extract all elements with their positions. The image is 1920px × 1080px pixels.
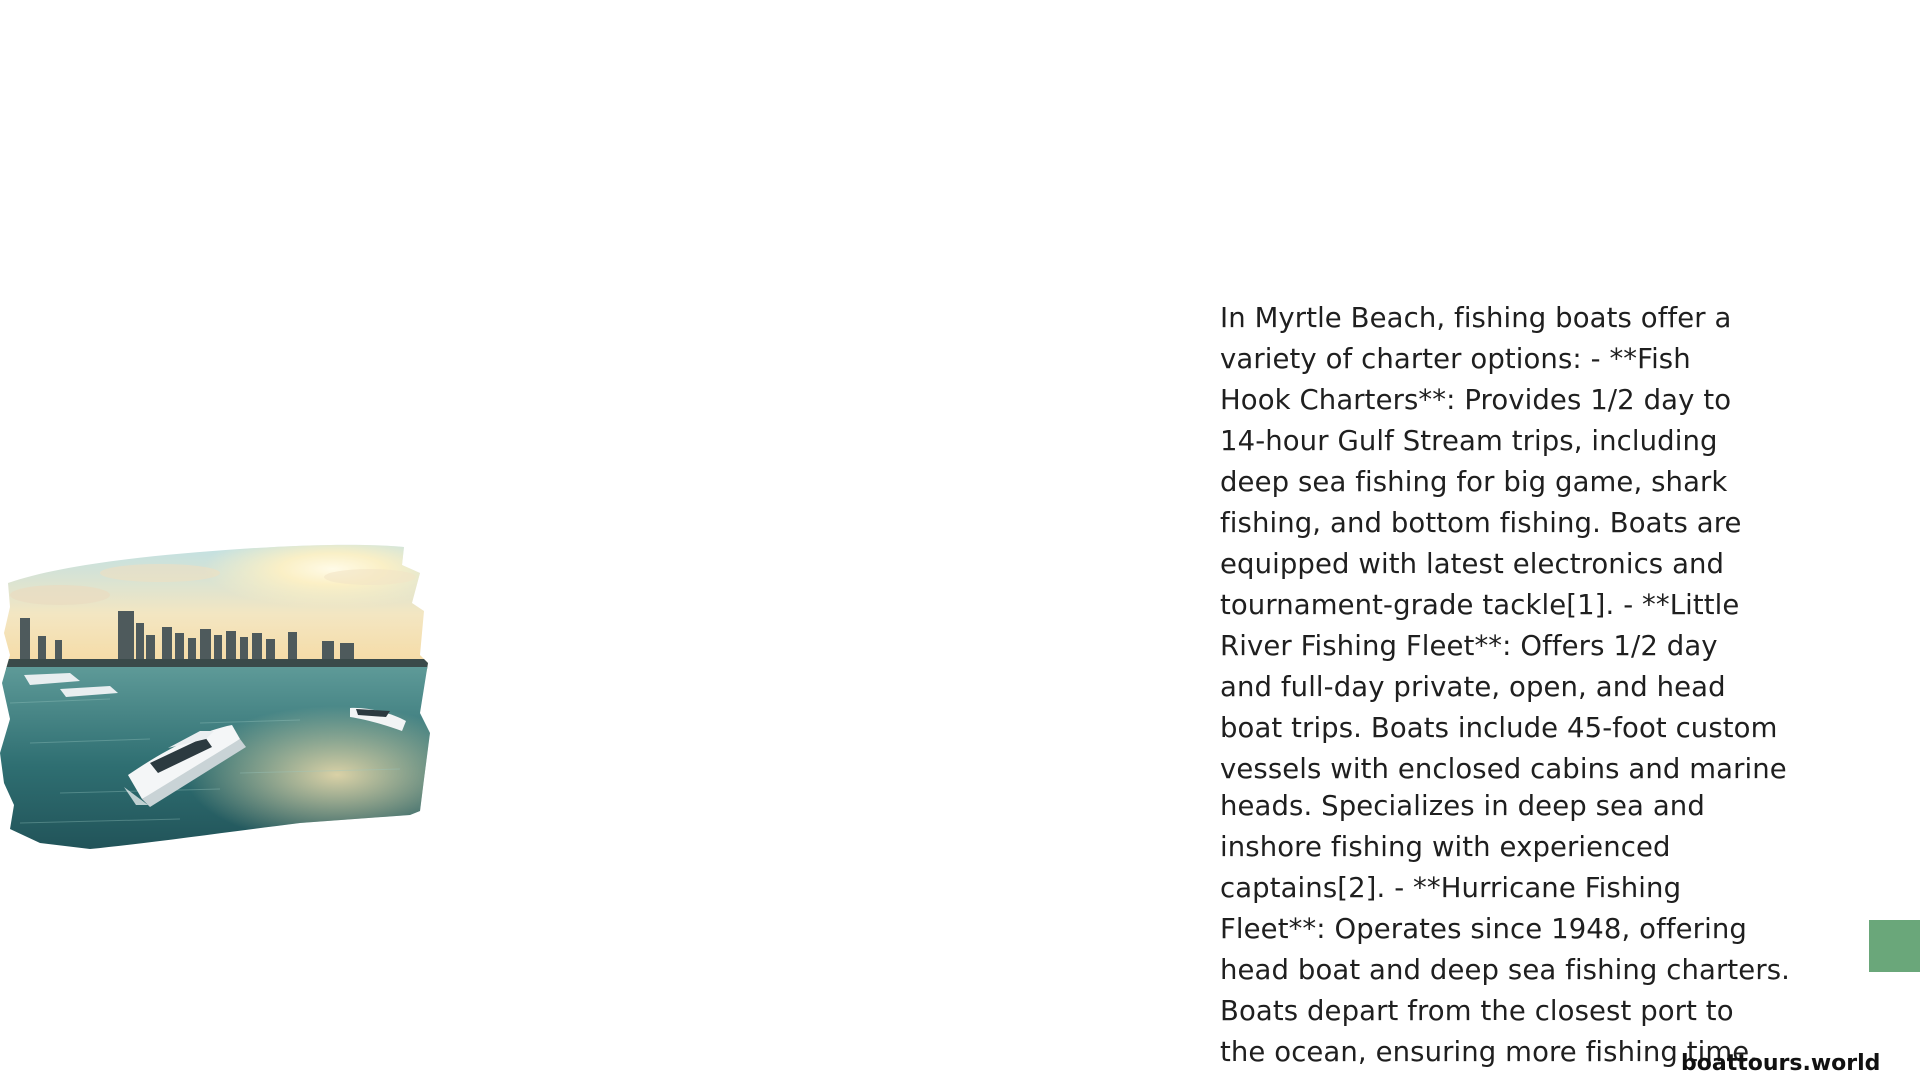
body-line: 14-hour Gulf Stream trips, including xyxy=(1220,425,1718,457)
body-line: Hook Charters**: Provides 1/2 day to xyxy=(1220,384,1732,416)
body-line: vessels with enclosed cabins and marine xyxy=(1220,753,1787,785)
harbor-photo xyxy=(0,543,432,863)
body-line: fishing, and bottom fishing. Boats are xyxy=(1220,507,1742,539)
body-line: inshore fishing with experienced xyxy=(1220,831,1671,863)
body-line: the ocean, ensuring more fishing time. xyxy=(1220,1036,1759,1068)
body-line: boat trips. Boats include 45-foot custom xyxy=(1220,712,1778,744)
accent-block xyxy=(1869,920,1920,972)
body-line: tournament-grade tackle[1]. - **Little xyxy=(1220,589,1740,621)
body-line: and full-day private, open, and head xyxy=(1220,671,1726,703)
body-line: captains[2]. - **Hurricane Fishing xyxy=(1220,872,1682,904)
body-line: deep sea fishing for big game, shark xyxy=(1220,466,1728,498)
body-line: head boat and deep sea fishing charters. xyxy=(1220,954,1790,986)
body-line: heads. Specializes in deep sea and xyxy=(1220,790,1705,822)
body-text xyxy=(1220,298,1820,1073)
brand-watermark: boattours.world xyxy=(1681,1051,1881,1076)
body-line: River Fishing Fleet**: Offers 1/2 day xyxy=(1220,630,1718,662)
body-line: In Myrtle Beach, fishing boats offer a xyxy=(1220,302,1732,334)
body-line: Boats depart from the closest port to xyxy=(1220,995,1734,1027)
body-line: equipped with latest electronics and xyxy=(1220,548,1725,580)
body-line: Fleet**: Operates since 1948, offering xyxy=(1220,913,1747,945)
body-line: variety of charter options: - **Fish xyxy=(1220,343,1691,375)
